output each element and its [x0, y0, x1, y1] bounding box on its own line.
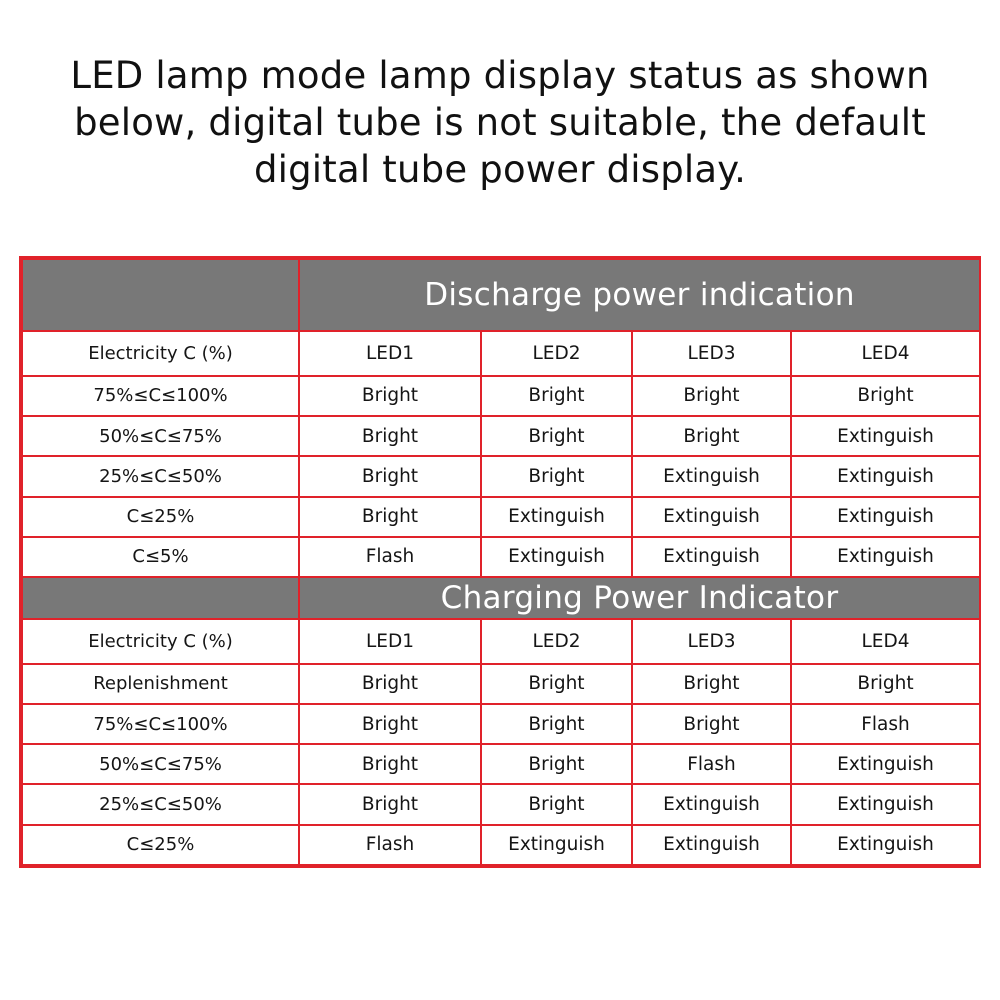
discharge-row-led1: Bright: [299, 416, 481, 456]
discharge-row-led2: Bright: [481, 416, 632, 456]
discharge-row-range: C≤25%: [22, 497, 299, 537]
charging-row: [22, 825, 980, 865]
charging-row-led3: Extinguish: [632, 825, 791, 865]
charging-row-led4: Extinguish: [791, 784, 980, 824]
charging-header-led4: LED4: [791, 619, 980, 663]
discharge-row-led3: Bright: [632, 376, 791, 416]
discharge-row-led3: Extinguish: [632, 456, 791, 496]
discharge-row-led1: Bright: [299, 456, 481, 496]
discharge-row-range: 50%≤C≤75%: [22, 416, 299, 456]
charging-column-header-row: [22, 619, 980, 663]
discharge-row-led2: Bright: [481, 456, 632, 496]
discharge-row: [22, 456, 980, 496]
discharge-header-led1: LED1: [299, 331, 481, 375]
charging-row: [22, 784, 980, 824]
charging-row: [22, 664, 980, 704]
discharge-row: [22, 537, 980, 577]
charging-row-range: 75%≤C≤100%: [22, 704, 299, 744]
discharge-column-header-row: [22, 331, 980, 375]
charging-row-led3: Extinguish: [632, 784, 791, 824]
charging-row: [22, 744, 980, 784]
charging-row-led2: Bright: [481, 704, 632, 744]
discharge-row-range: 75%≤C≤100%: [22, 376, 299, 416]
charging-row-led3: Bright: [632, 704, 791, 744]
discharge-row-led4: Extinguish: [791, 456, 980, 496]
discharge-row-led3: Bright: [632, 416, 791, 456]
discharge-header-led3: LED3: [632, 331, 791, 375]
discharge-row-range: 25%≤C≤50%: [22, 456, 299, 496]
discharge-title: Discharge power indication: [299, 259, 980, 331]
discharge-header-electricity: Electricity C (%): [22, 331, 299, 375]
charging-row-led2: Bright: [481, 664, 632, 704]
discharge-row-led1: Bright: [299, 497, 481, 537]
charging-row-led1: Flash: [299, 825, 481, 865]
discharge-row-range: C≤5%: [22, 537, 299, 577]
charging-header-led1: LED1: [299, 619, 481, 663]
discharge-row: [22, 497, 980, 537]
heading-line-1: LED lamp mode lamp display status as shown: [70, 54, 930, 97]
discharge-header-led2: LED2: [481, 331, 632, 375]
discharge-row-led2: Bright: [481, 376, 632, 416]
discharge-row-led4: Extinguish: [791, 416, 980, 456]
charging-title: Charging Power Indicator: [299, 577, 980, 619]
charging-header-corner: [22, 577, 299, 619]
discharge-header-led4: LED4: [791, 331, 980, 375]
charging-row-led1: Bright: [299, 784, 481, 824]
discharge-row: [22, 376, 980, 416]
charging-row-led2: Extinguish: [481, 825, 632, 865]
charging-row-led4: Bright: [791, 664, 980, 704]
led-status-table: [19, 256, 981, 868]
led-table: [21, 258, 981, 866]
charging-row: [22, 704, 980, 744]
charging-row-led4: Flash: [791, 704, 980, 744]
charging-row-range: 25%≤C≤50%: [22, 784, 299, 824]
charging-header-led2: LED2: [481, 619, 632, 663]
charging-row-led4: Extinguish: [791, 825, 980, 865]
charging-header-electricity: Electricity C (%): [22, 619, 299, 663]
charging-row-led2: Bright: [481, 744, 632, 784]
discharge-row-led1: Bright: [299, 376, 481, 416]
page-heading: [40, 52, 960, 193]
charging-header-led3: LED3: [632, 619, 791, 663]
discharge-header-corner: [22, 259, 299, 331]
charging-row-led4: Extinguish: [791, 744, 980, 784]
discharge-row-led4: Extinguish: [791, 537, 980, 577]
charging-row-range: C≤25%: [22, 825, 299, 865]
heading-line-3: digital tube power display.: [253, 148, 747, 191]
discharge-row-led3: Extinguish: [632, 537, 791, 577]
charging-row-led1: Bright: [299, 664, 481, 704]
charging-row-led3: Bright: [632, 664, 791, 704]
discharge-row: [22, 416, 980, 456]
discharge-row-led4: Bright: [791, 376, 980, 416]
charging-section-header: [22, 577, 980, 619]
discharge-row-led3: Extinguish: [632, 497, 791, 537]
discharge-row-led1: Flash: [299, 537, 481, 577]
charging-row-led1: Bright: [299, 704, 481, 744]
discharge-section-header: [22, 259, 980, 331]
discharge-row-led4: Extinguish: [791, 497, 980, 537]
discharge-row-led2: Extinguish: [481, 537, 632, 577]
heading-line-2: below, digital tube is not suitable, the default: [74, 101, 926, 144]
charging-row-led1: Bright: [299, 744, 481, 784]
charging-row-led2: Bright: [481, 784, 632, 824]
charging-row-led3: Flash: [632, 744, 791, 784]
charging-row-range: 50%≤C≤75%: [22, 744, 299, 784]
discharge-row-led2: Extinguish: [481, 497, 632, 537]
charging-row-range: Replenishment: [22, 664, 299, 704]
